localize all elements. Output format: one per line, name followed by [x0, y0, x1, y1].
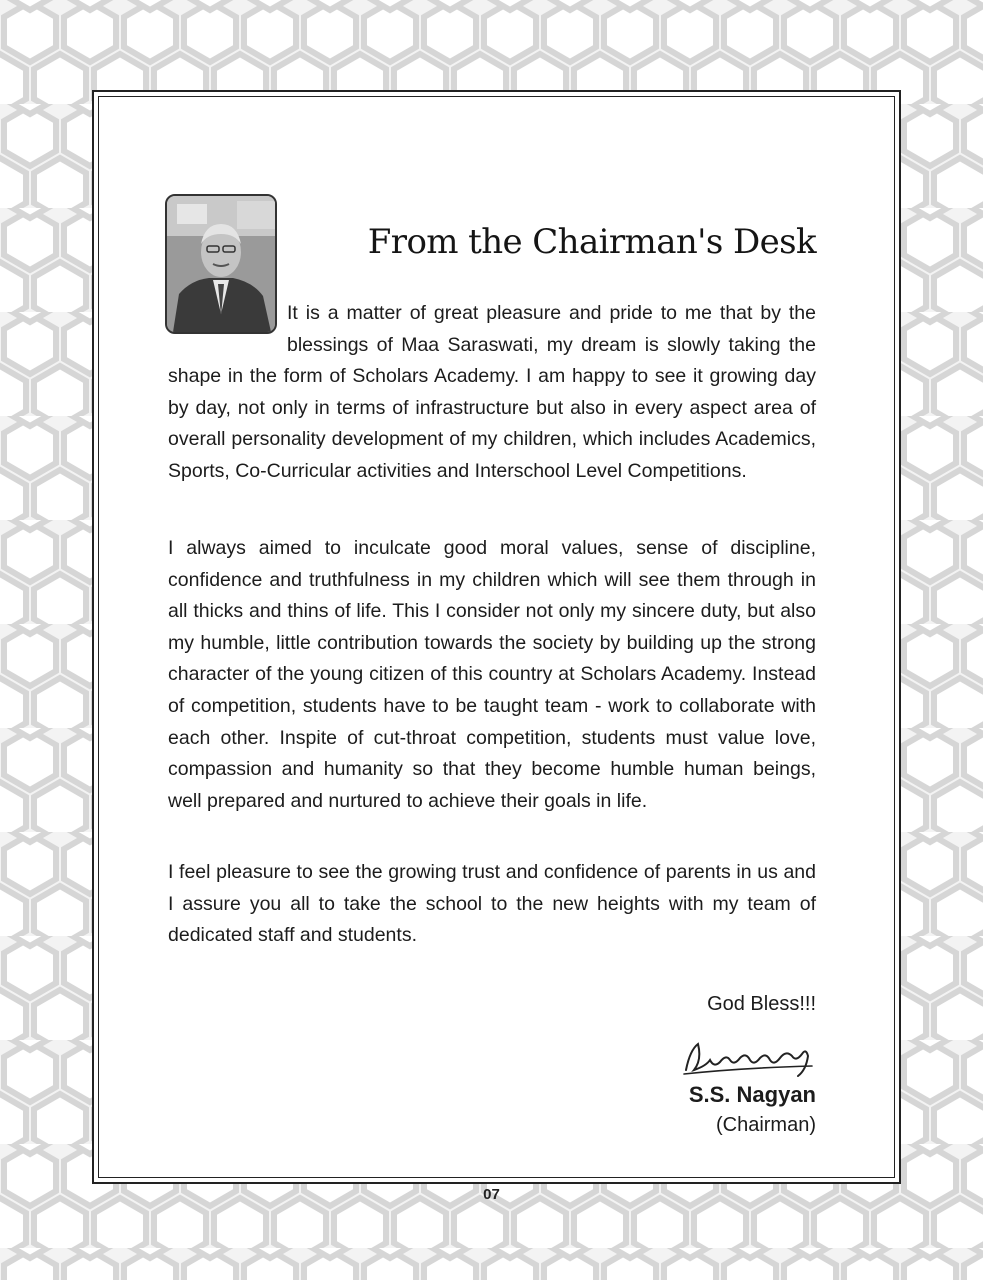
signatory-role: (Chairman)	[715, 1114, 816, 1136]
paragraph-2: I always aimed to inculcate good moral values, sense of discipline, confidence and truthfulness in my children which will see them through in all thicks and thins of life. This I consider not only my sincere duty, but also my humble, little contribution towards the society by building up the strong character of the young citizen of this country at Scholars Academy. Instead of competition, students have to be taught team - work to collaborate with each other. Inspite of cut-throat competition, students must value love, compassion and humanity so that they become humble human beings, well prepared and nurtured to achieve their goals in life.	[168, 537, 816, 812]
paragraph-1	[168, 298, 816, 488]
paragraph-3: I feel pleasure to see the growing trust and confidence of parents in us and I assure you all to take the school to the new heights with my team of dedicated staff and students.	[168, 861, 816, 947]
page-number: 07	[483, 1186, 500, 1203]
closing-greeting: God Bless!!!	[707, 993, 816, 1015]
page-title: From the Chairman's Desk	[367, 222, 816, 262]
photo-text-wrap-spacer	[168, 298, 287, 360]
signatory-name: S.S. Nagyan	[688, 1082, 816, 1107]
paragraph-1-text: It is a matter of great pleasure and pride to me that by the blessings of Maa Saraswati, my dream is slowly taking the shape in the form of Scholars Academy. I am happy to see it growing day by day, not only in terms of infrastructure but also in every aspect area of overall personality development of my children, which includes Academics, Sports, Co-Curricular activities and Interschool Level Competitions.	[168, 302, 816, 482]
signature-icon	[680, 1030, 820, 1080]
